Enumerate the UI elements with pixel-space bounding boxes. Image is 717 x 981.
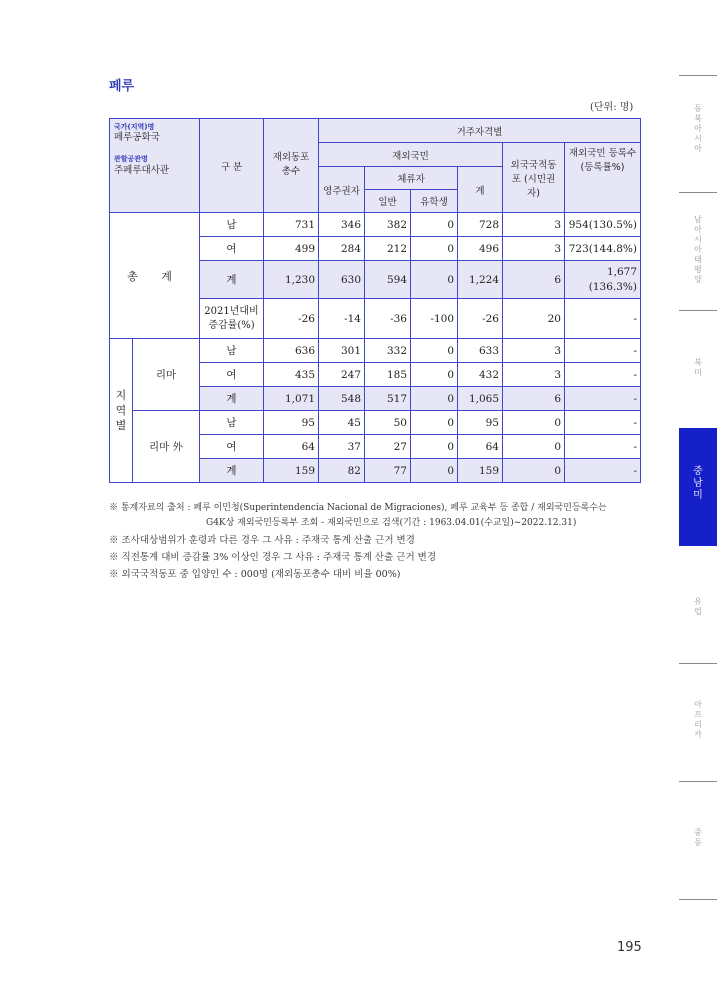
header-subtotal: 계: [458, 167, 503, 213]
cell-stu: 0: [411, 213, 458, 237]
page-title: 페루: [109, 79, 135, 94]
cell-perm: 37: [319, 435, 365, 459]
row-sub: 여: [200, 237, 264, 261]
header-corner: [110, 119, 200, 213]
header-total: 재외동포 총수: [264, 119, 319, 213]
regional-label: 지역별: [110, 339, 133, 483]
side-tab-north-america[interactable]: 북미: [694, 358, 702, 377]
footnote-change: ※ 직전통계 대비 증감률 3% 이상인 경우 그 사유 : 주재국 통계 산출 근거 변경: [109, 552, 437, 563]
row-sub: 2021년대비 증감률(%): [200, 299, 264, 339]
country-name: 페루공화국: [114, 132, 160, 144]
statistics-table: [109, 118, 641, 483]
cell-reg: -: [565, 459, 641, 483]
cell-sum: 1,065: [458, 387, 503, 411]
cell-reg: -: [565, 411, 641, 435]
cell-sum: 1,224: [458, 261, 503, 299]
country-label: 국가(지역)명: [114, 123, 155, 131]
office-label: 관할공관명: [114, 155, 148, 164]
cell-perm: 630: [319, 261, 365, 299]
cell-foreign: 6: [503, 261, 565, 299]
cell-reg: 1,677 (136.3%): [565, 261, 641, 299]
cell-total: 435: [264, 363, 319, 387]
cell-perm: 346: [319, 213, 365, 237]
office-name: 주페루대사관: [114, 164, 170, 176]
cell-total: 1,071: [264, 387, 319, 411]
side-tab-latin-america[interactable]: 중남미: [693, 466, 703, 501]
side-tab-middle-east[interactable]: 중동: [694, 828, 702, 847]
header-gubun: 구 분: [200, 119, 264, 213]
cell-stu: -100: [411, 299, 458, 339]
cell-gen: 382: [365, 213, 411, 237]
cell-stu: 0: [411, 387, 458, 411]
side-tab-africa[interactable]: 아프리카: [694, 700, 702, 739]
cell-reg: -: [565, 435, 641, 459]
cell-total: 1,230: [264, 261, 319, 299]
unit-label: (단위: 명): [590, 102, 634, 113]
cell-sum: 496: [458, 237, 503, 261]
region-name: 리마 外: [133, 411, 200, 483]
page-number: 195: [617, 940, 642, 955]
cell-gen: 517: [365, 387, 411, 411]
cell-total: 64: [264, 435, 319, 459]
cell-perm: -14: [319, 299, 365, 339]
cell-total: 731: [264, 213, 319, 237]
cell-foreign: 3: [503, 363, 565, 387]
header-foreign: 외국국적동포 (시민권자): [503, 143, 565, 213]
header-residence: 거주자격별: [319, 119, 641, 143]
cell-reg: 723(144.8%): [565, 237, 641, 261]
cell-sum: -26: [458, 299, 503, 339]
cell-sum: 95: [458, 411, 503, 435]
cell-foreign: 0: [503, 435, 565, 459]
total-label: 총 계: [110, 213, 200, 339]
cell-reg: -: [565, 387, 641, 411]
header-general: 일반: [365, 190, 411, 213]
row-sub: 여: [200, 363, 264, 387]
cell-stu: 0: [411, 261, 458, 299]
side-tab-europe[interactable]: 유럽: [694, 597, 702, 616]
header-permanent: 영주권자: [319, 167, 365, 213]
cell-total: 95: [264, 411, 319, 435]
row-sub: 남: [200, 411, 264, 435]
row-sub: 계: [200, 459, 264, 483]
cell-gen: 212: [365, 237, 411, 261]
cell-foreign: 0: [503, 411, 565, 435]
cell-total: -26: [264, 299, 319, 339]
header-nationals: 재외국민: [319, 143, 503, 167]
region-side-tabs: [679, 0, 717, 981]
cell-total: 499: [264, 237, 319, 261]
cell-perm: 82: [319, 459, 365, 483]
cell-foreign: 20: [503, 299, 565, 339]
cell-reg: -: [565, 339, 641, 363]
cell-sum: 64: [458, 435, 503, 459]
cell-foreign: 6: [503, 387, 565, 411]
cell-gen: -36: [365, 299, 411, 339]
cell-reg: 954(130.5%): [565, 213, 641, 237]
cell-gen: 77: [365, 459, 411, 483]
header-sojourner: 체류자: [365, 167, 458, 190]
cell-gen: 27: [365, 435, 411, 459]
cell-foreign: 3: [503, 339, 565, 363]
cell-stu: 0: [411, 435, 458, 459]
row-sub: 남: [200, 339, 264, 363]
row-sub: 여: [200, 435, 264, 459]
cell-sum: 432: [458, 363, 503, 387]
cell-stu: 0: [411, 459, 458, 483]
row-sub: 남: [200, 213, 264, 237]
footnote-source-cont: G4K상 재외국민등록부 조회 - 재외국민으로 검색(기간 : 1963.04.01(수교일)~2022.12.31): [206, 518, 577, 528]
cell-perm: 247: [319, 363, 365, 387]
cell-sum: 728: [458, 213, 503, 237]
cell-reg: -: [565, 299, 641, 339]
cell-stu: 0: [411, 339, 458, 363]
cell-total: 159: [264, 459, 319, 483]
cell-stu: 0: [411, 411, 458, 435]
footnote-source: ※ 통계자료의 출처 : 페루 이민청(Superintendencia Nacional de Migraciones), 페루 교육부 등 종합 / 재외국민등록수는: [109, 503, 607, 513]
header-student: 유학생: [411, 190, 458, 213]
cell-gen: 50: [365, 411, 411, 435]
cell-foreign: 3: [503, 237, 565, 261]
cell-perm: 548: [319, 387, 365, 411]
footnote-scope: ※ 조사대상범위가 훈령과 다른 경우 그 사유 : 주재국 통계 산출 근거 변경: [109, 535, 415, 546]
cell-perm: 45: [319, 411, 365, 435]
cell-reg: -: [565, 363, 641, 387]
cell-perm: 284: [319, 237, 365, 261]
cell-gen: 332: [365, 339, 411, 363]
side-tab-south-asia-pacific[interactable]: 남아시아태평양: [694, 215, 702, 284]
header-registered: 재외국민 등록수 (등록률%): [565, 143, 641, 213]
row-sub: 계: [200, 387, 264, 411]
footnote-adoptees: ※ 외국국적동포 중 입양인 수 : 000명 (재외동포총수 대비 비율 00%): [109, 569, 401, 580]
row-sub: 계: [200, 261, 264, 299]
cell-perm: 301: [319, 339, 365, 363]
cell-gen: 594: [365, 261, 411, 299]
cell-stu: 0: [411, 237, 458, 261]
cell-sum: 633: [458, 339, 503, 363]
cell-sum: 159: [458, 459, 503, 483]
cell-foreign: 0: [503, 459, 565, 483]
side-tab-northeast-asia[interactable]: 동북아시아: [694, 104, 702, 153]
cell-foreign: 3: [503, 213, 565, 237]
side-tab-latin-america-active[interactable]: [679, 428, 717, 546]
cell-stu: 0: [411, 363, 458, 387]
cell-total: 636: [264, 339, 319, 363]
region-name: 리마: [133, 339, 200, 411]
cell-gen: 185: [365, 363, 411, 387]
